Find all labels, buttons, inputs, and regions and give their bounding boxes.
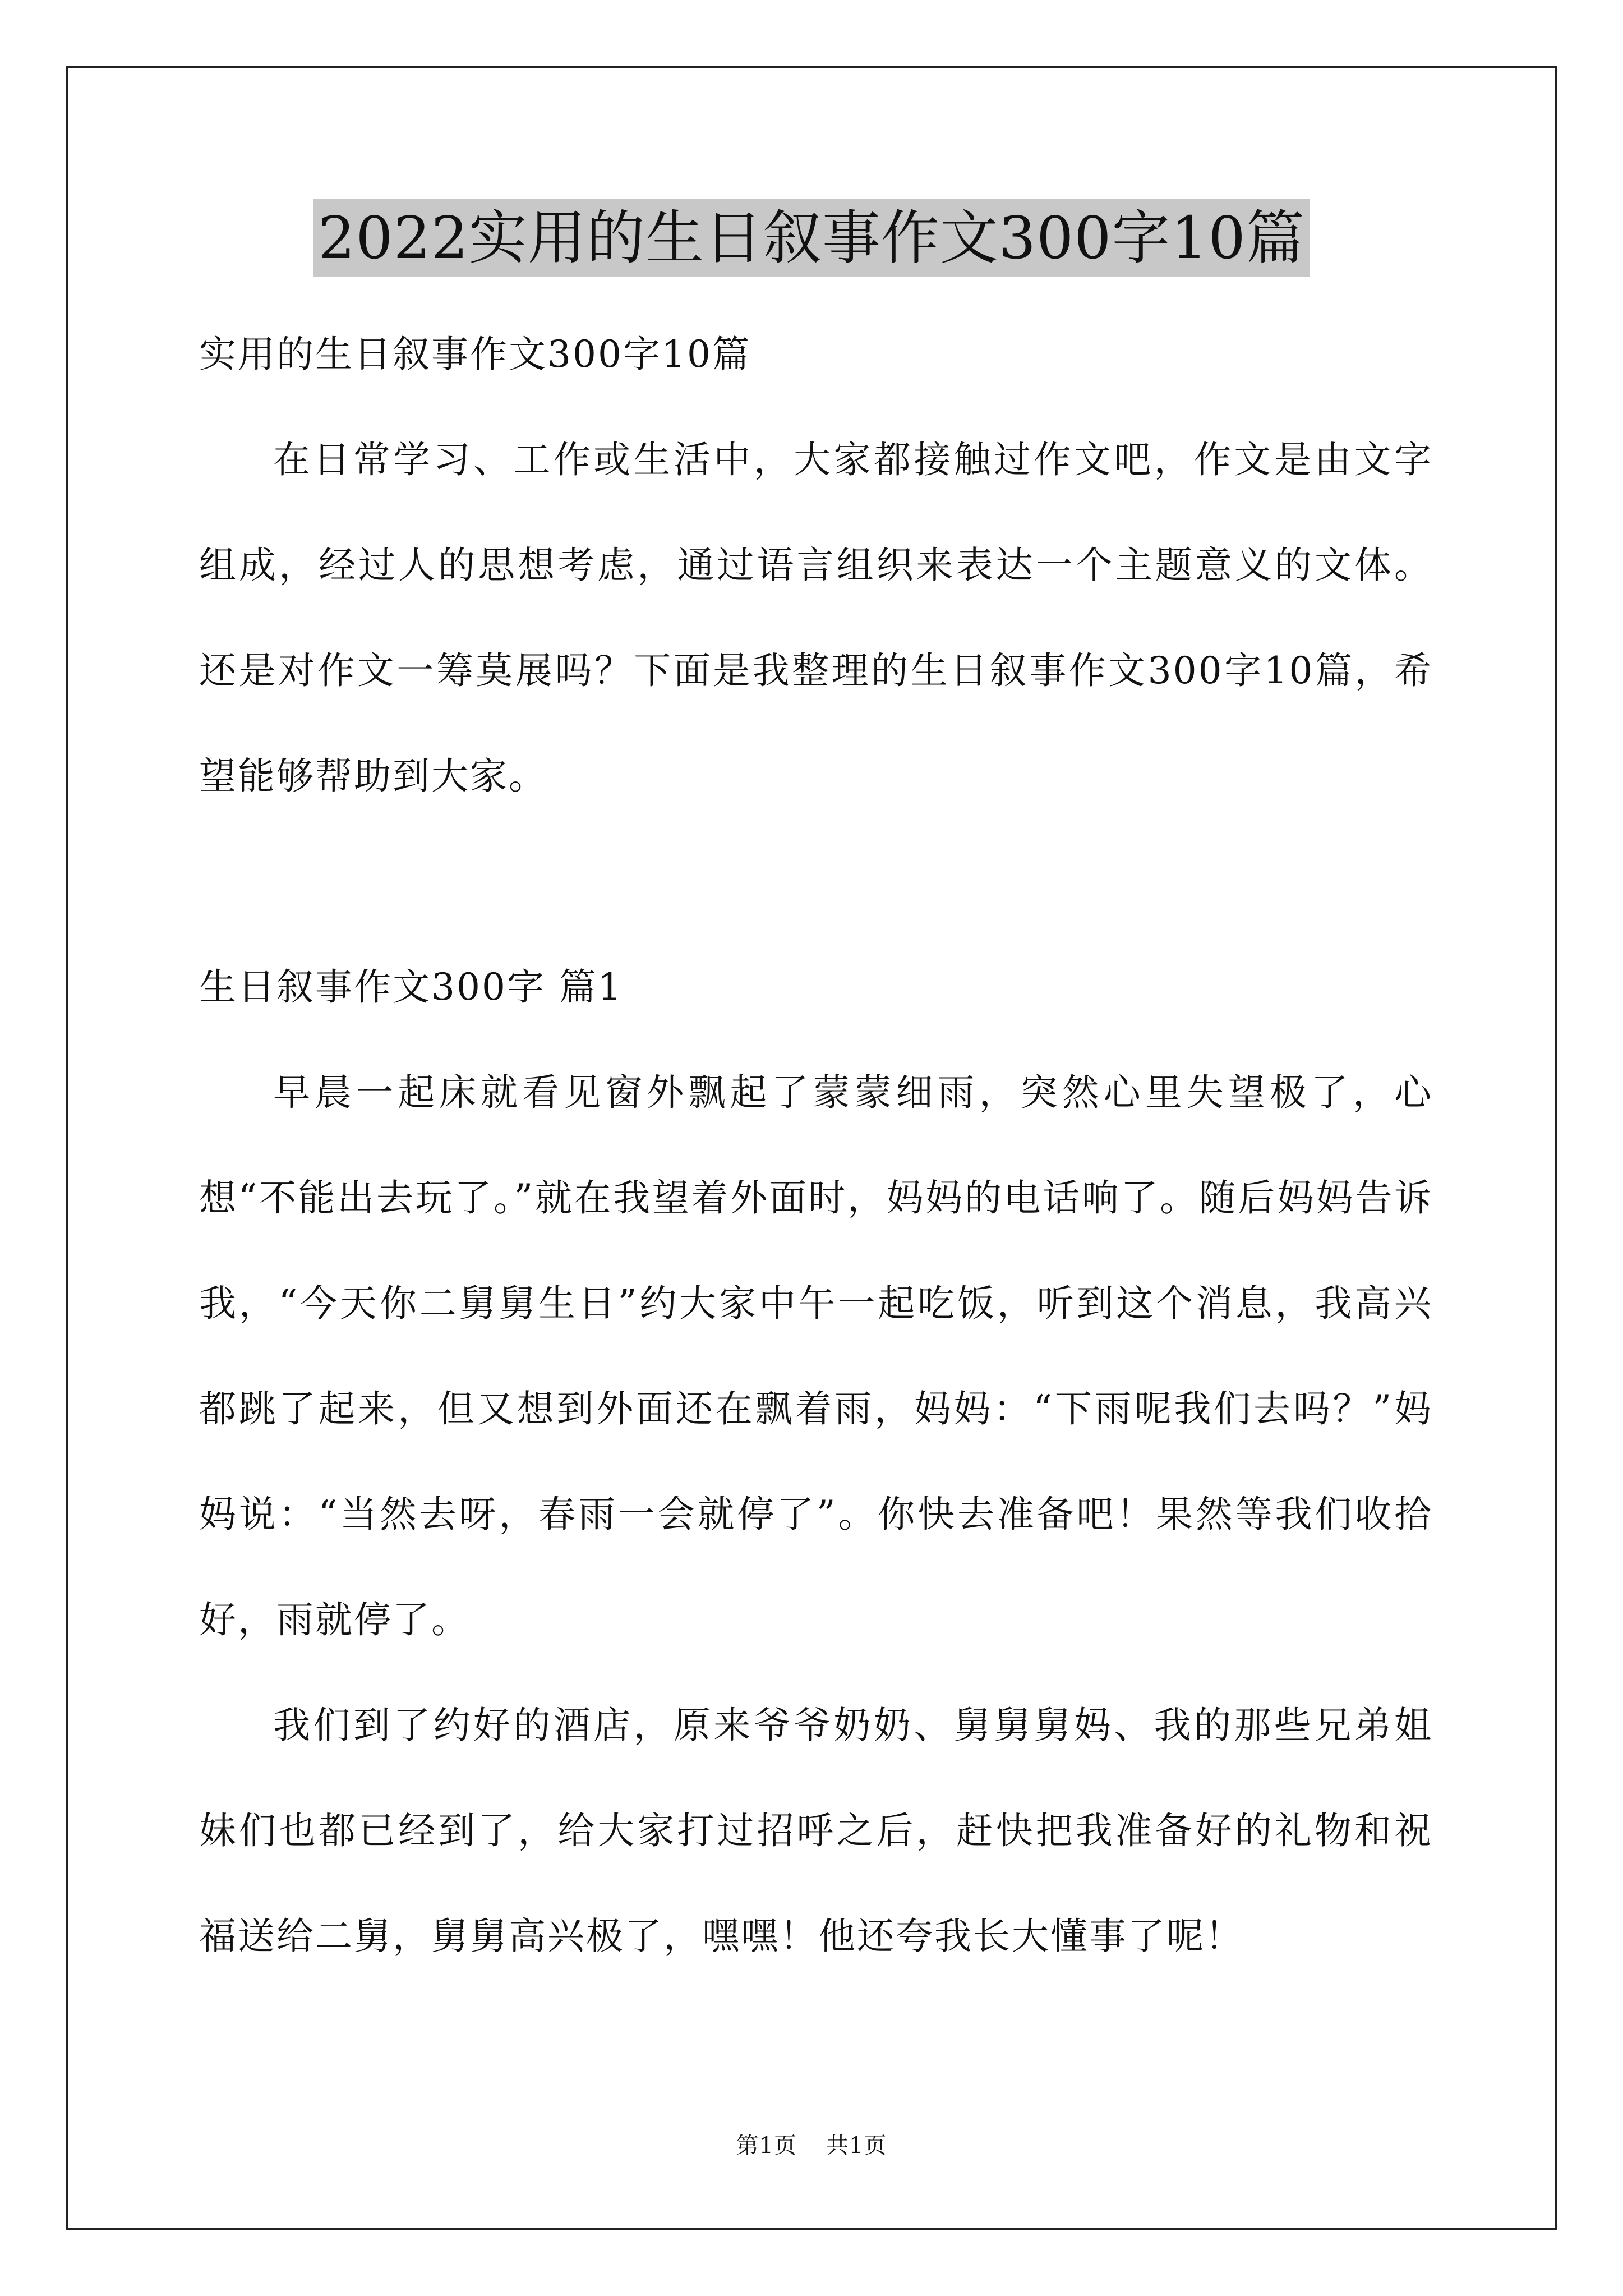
title-container bbox=[0, 199, 1623, 277]
body-paragraph-1: 早晨一起床就看见窗外飘起了蒙蒙细雨，突然心里失望极了，心想“不能出去玩了。”就在我望着外面时，妈妈的电话响了。随后妈妈告诉我，“今天你二舅舅生日”约大家中午一起吃饭，听到这个消息，我高兴都跳了起来，但又想到外面还在飘着雨，妈妈：“下雨呢我们去吗？”妈妈说：“当然去呀，春雨一会就停了”。你快去准备吧！果然等我们收拾好，雨就停了。 bbox=[199, 1071, 1433, 1641]
page-number-total: 共1页 bbox=[826, 2133, 887, 2159]
document-body bbox=[199, 302, 1433, 1989]
document-subtitle: 实用的生日叙事作文300字10篇 bbox=[199, 333, 751, 376]
intro-paragraph: 在日常学习、工作或生活中，大家都接触过作文吧，作文是由文字组成，经过人的思想考虑，通过语言组织来表达一个主题意义的文体。还是对作文一筹莫展吗？下面是我整理的生日叙事作文300字10篇，希望能够帮助到大家。 bbox=[199, 438, 1433, 798]
section-heading: 生日叙事作文300字 篇1 bbox=[199, 965, 623, 1009]
page-footer bbox=[0, 2129, 1623, 2162]
body-paragraph-2: 我们到了约好的酒店，原来爷爷奶奶、舅舅舅妈、我的那些兄弟姐妹们也都已经到了，给大家打过招呼之后，赶快把我准备好的礼物和祝福送给二舅，舅舅高兴极了，嘿嘿！他还夸我长大懂事了呢！ bbox=[199, 1704, 1433, 1958]
blank-line bbox=[199, 829, 1433, 935]
document-title: 2022实用的生日叙事作文300字10篇 bbox=[313, 199, 1310, 277]
page-number-current: 第1页 bbox=[736, 2133, 797, 2159]
